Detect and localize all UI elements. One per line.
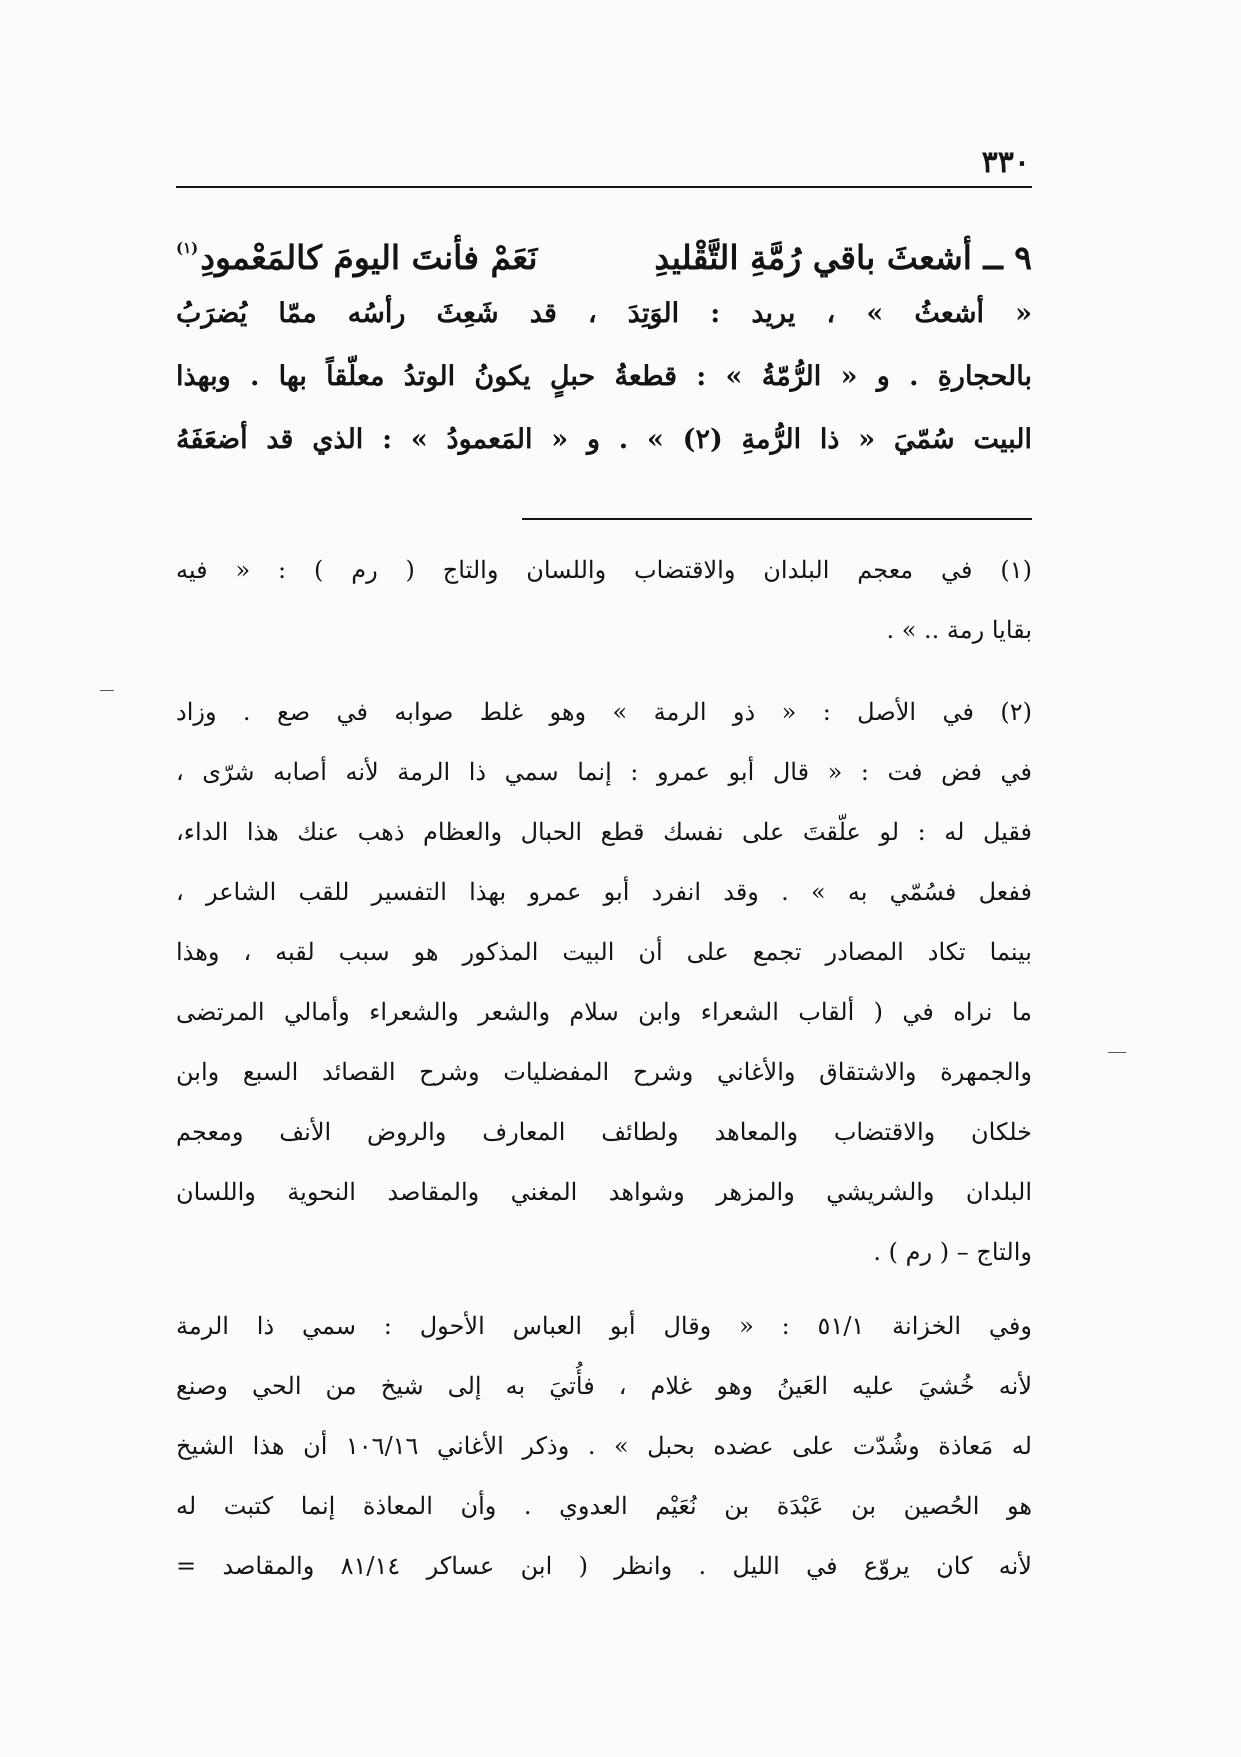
footnote-line: لأنه كان يروّع في الليل . وانظر ( ابن عساكر ٨١/١٤ والمقاصد = bbox=[176, 1552, 1032, 1580]
verse-second-hemistich bbox=[176, 222, 538, 284]
footnote-line: ما نراه في ( ألقاب الشعراء وابن سلام والشعر والشعراء وأمالي المرتضى bbox=[176, 998, 1032, 1026]
commentary-line: بالحجارةِ . و « الرُّمّةُ » : قطعةُ حبلٍ يكونُ الوتدُ معلّقاً بها . وبهذا bbox=[176, 361, 1032, 392]
footnote-line: في فض فت : « قال أبو عمرو : إنما سمي ذا الرمة لأنه أصابه شرّى ، bbox=[176, 758, 1032, 786]
footnote-line: والتاج – ( رم ) . bbox=[873, 1238, 1032, 1266]
footnote-separator bbox=[522, 518, 1032, 520]
footnote-line: هو الحُصين بن عَبْدَة بن نُعَيْم العدوي . وأن المعاذة إنما كتبت له bbox=[176, 1492, 1032, 1520]
second-hemistich-text: نَعَمْ فأنتَ اليومَ كالمَعْمودِ bbox=[200, 238, 538, 277]
footnote-line: لأنه خُشيَ عليه العَينُ وهو غلام ، فأُتيَ به إلى شيخ من الحي وصنع bbox=[176, 1372, 1032, 1400]
footnote-line: خلكان والاقتضاب والمعاهد ولطائف المعارف والروض الأنف ومعجم bbox=[176, 1118, 1032, 1146]
footnote-line: (٢) في الأصل : « ذو الرمة » وهو غلط صوابه في صع . وزاد bbox=[176, 698, 1032, 726]
verse-dash: ــ bbox=[983, 238, 1003, 277]
footnote-line: فقيل له : لو علّقتَ على نفسك قطع الحبال والعظام ذهب عنك هذا الداء، bbox=[176, 818, 1032, 846]
verse-first-hemistich bbox=[654, 232, 1032, 284]
footnote-line: ففعل فسُمّي به » . وقد انفرد أبو عمرو بهذا التفسير للقب الشاعر ، bbox=[176, 878, 1032, 906]
footnote-line: البلدان والشريشي والمزهر وشواهد المغني والمقاصد النحوية واللسان bbox=[176, 1178, 1032, 1206]
footnote-line: وفي الخزانة ٥١/١ : « وقال أبو العباس الأحول : سمي ذا الرمة bbox=[176, 1312, 1032, 1340]
main-text bbox=[176, 222, 1032, 471]
first-hemistich-text: أشعثَ باقي رُمَّةِ التَّقْليدِ bbox=[654, 238, 972, 277]
footnotes bbox=[176, 540, 1032, 1596]
page-number: ٣٣٠ bbox=[981, 145, 1030, 180]
footnote-line: (١) في معجم البلدان والاقتضاب واللسان والتاج ( رم ) : « فيه bbox=[176, 556, 1032, 584]
footnote-2 bbox=[176, 682, 1032, 1596]
header-rule bbox=[176, 186, 1032, 188]
commentary-line: البيت سُمّيَ « ذا الرُّمةِ (٢) » . و « المَعمودُ » : الذي قد أضعَفَهُ bbox=[176, 424, 1032, 455]
footnote-1 bbox=[176, 540, 1032, 660]
footnote-line: له مَعاذة وشُدّت على عضده بحبل » . وذكر الأغاني ١٠٦/١٦ أن هذا الشيخ bbox=[176, 1432, 1032, 1460]
footnote-line: والجمهرة والاشتقاق والأغاني وشرح المفضليات وشرح القصائد السبع وابن bbox=[176, 1058, 1032, 1086]
scan-margin-mark bbox=[1108, 1052, 1126, 1053]
scan-margin-mark bbox=[100, 690, 114, 691]
commentary-line: « أشعثُ » ، يريد : الوَتِدَ ، قد شَعِثَ رأسُه ممّا يُضرَبُ bbox=[176, 298, 1032, 329]
commentary bbox=[176, 282, 1032, 471]
verse-number: ٩ bbox=[1014, 238, 1032, 277]
footnote-line: بقايا رمة .. » . bbox=[886, 616, 1032, 644]
footnote-marker: (١) bbox=[176, 239, 199, 257]
poem-verse bbox=[176, 222, 1032, 282]
footnote-line: بينما تكاد المصادر تجمع على أن البيت المذكور هو سبب لقبه ، وهذا bbox=[176, 938, 1032, 966]
